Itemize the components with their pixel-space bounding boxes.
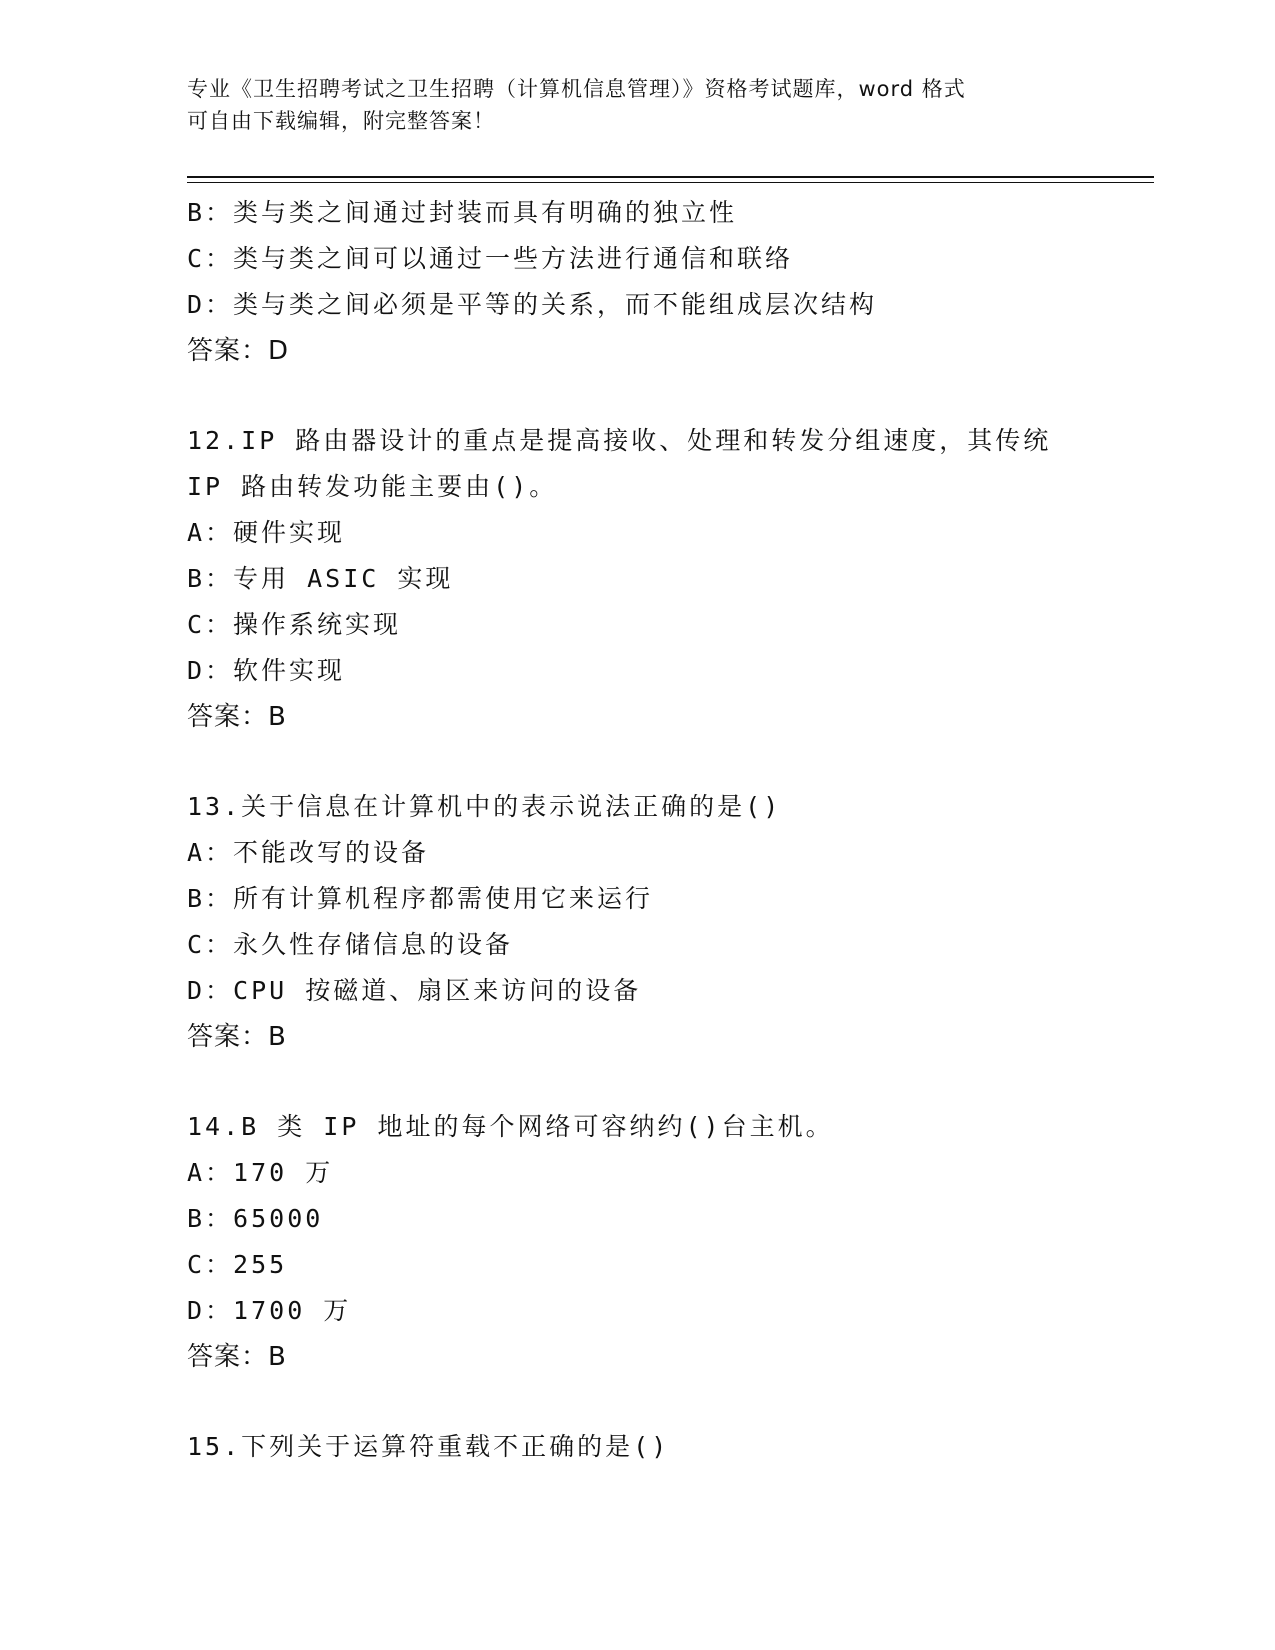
question-11-answer: 答案：D: [187, 336, 290, 366]
question-14-option-a: A：170 万: [187, 1158, 334, 1187]
question-13-option-b: B：所有计算机程序都需使用它来运行: [187, 884, 654, 913]
header-title-line-1: 专业《卫生招聘考试之卫生招聘（计算机信息管理）》资格考试题库，word 格式: [187, 77, 966, 101]
question-12-option-b: B：专用 ASIC 实现: [187, 564, 454, 593]
question-14-answer: 答案：B: [187, 1342, 287, 1372]
question-11-tail: [187, 190, 1147, 374]
question-12-text-line-2: IP 路由转发功能主要由()。: [187, 472, 558, 501]
spacer: [187, 740, 1147, 784]
question-12-option-d: D：软件实现: [187, 656, 346, 685]
question-12-answer: 答案：B: [187, 702, 287, 732]
question-12-text-line-1: 12.IP 路由器设计的重点是提高接收、处理和转发分组速度，其传统: [187, 426, 1052, 455]
spacer: [187, 1060, 1147, 1104]
question-13-text: 13.关于信息在计算机中的表示说法正确的是(): [187, 792, 782, 821]
header-divider-thin: [187, 182, 1154, 183]
question-11-option-d: D：类与类之间必须是平等的关系，而不能组成层次结构: [187, 290, 878, 319]
question-15: [187, 1424, 1147, 1470]
question-13-option-c: C：永久性存储信息的设备: [187, 930, 514, 959]
document-header: [187, 73, 1087, 137]
question-13-option-d: D：CPU 按磁道、扇区来访问的设备: [187, 976, 642, 1005]
question-14: [187, 1104, 1147, 1380]
question-14-option-b: B：65000: [187, 1204, 324, 1233]
header-title-line-2: 可自由下载编辑，附完整答案！: [187, 109, 495, 133]
question-content: [187, 190, 1147, 1470]
question-11-option-c: C：类与类之间可以通过一些方法进行通信和联络: [187, 244, 794, 273]
spacer: [187, 1380, 1147, 1424]
question-13-answer: 答案：B: [187, 1022, 287, 1052]
question-14-text: 14.B 类 IP 地址的每个网络可容纳约()台主机。: [187, 1112, 834, 1141]
question-12-option-a: A：硬件实现: [187, 518, 346, 547]
question-13: [187, 784, 1147, 1060]
question-12: [187, 418, 1147, 740]
question-14-option-d: D：1700 万: [187, 1296, 352, 1325]
question-14-option-c: C：255: [187, 1250, 288, 1279]
question-11-option-b: B：类与类之间通过封装而具有明确的独立性: [187, 198, 738, 227]
question-13-option-a: A：不能改写的设备: [187, 838, 430, 867]
spacer: [187, 374, 1147, 418]
question-15-text: 15.下列关于运算符重载不正确的是(): [187, 1432, 670, 1461]
question-12-option-c: C：操作系统实现: [187, 610, 402, 639]
header-divider-thick: [187, 176, 1154, 178]
